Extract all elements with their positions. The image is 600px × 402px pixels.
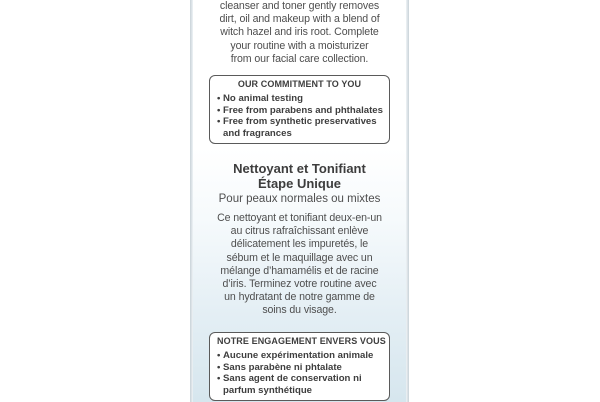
french-title-line2: Étape Unique — [257, 175, 342, 191]
french-description-line: d’iris. Terminez votre routine avec — [222, 278, 377, 291]
english-description-line: your routine with a moisturizer — [230, 39, 369, 52]
list-item — [217, 105, 382, 117]
list-item — [217, 362, 382, 374]
french-description-line: Ce nettoyant et tonifiant deux-en-un — [217, 212, 382, 224]
list-item — [217, 350, 382, 362]
bullet: • — [217, 93, 221, 104]
french-description-line: un hydratant de notre gamme de — [224, 291, 375, 304]
french-description-line: soins du visage. — [262, 304, 337, 317]
list-item-text: Sans agent de conservation ni — [223, 373, 362, 385]
bullet: • — [217, 350, 221, 361]
french-commitment-title: NOTRE ENGAGEMENT ENVERS VOUS — [217, 336, 386, 346]
english-description-line: dirt, oil and makeup with a blend of — [219, 13, 380, 26]
list-item-text: Aucune expérimentation animale — [223, 350, 374, 361]
list-item-text: Free from parabens and phthalates — [223, 104, 383, 116]
english-commitment-list — [217, 93, 382, 139]
french-commitment-box — [209, 332, 390, 401]
french-description — [202, 212, 397, 318]
box-right-edge — [406, 0, 409, 402]
french-description-line: délicatement les impuretés, le — [230, 238, 369, 251]
bullet: • — [217, 116, 221, 128]
list-item-text: No animal testing — [223, 93, 303, 104]
list-item-text: Free from synthetic preservatives — [223, 116, 377, 128]
box-left-edge — [190, 0, 193, 402]
french-subtitle: Pour peaux normales ou mixtes — [218, 193, 381, 205]
english-description — [202, 0, 397, 66]
list-item — [217, 116, 382, 128]
list-item — [217, 93, 382, 105]
bullet: • — [217, 104, 221, 116]
list-item-continuation: parfum synthétique — [223, 384, 313, 396]
french-title-line1: Nettoyant et Tonifiant — [233, 161, 366, 176]
list-item-text: Sans parabène ni phtalate — [223, 361, 342, 373]
list-item-continuation: and fragrances — [223, 127, 292, 139]
list-item — [217, 373, 382, 385]
english-commitment-box — [209, 75, 390, 144]
french-description-line: sébum et le maquillage avec un — [226, 251, 373, 264]
english-commitment-title: OUR COMMITMENT TO YOU — [237, 79, 362, 89]
french-description-line: au citrus rafraîchissant enlève — [230, 225, 369, 238]
english-description-line: witch hazel and iris root. Complete — [220, 26, 379, 39]
french-commitment-list — [217, 350, 382, 396]
english-description-line: from our facial care collection. — [230, 52, 369, 65]
english-description-line: cleanser and toner gently removes — [219, 0, 380, 12]
french-heading — [202, 162, 397, 206]
french-description-line: mélange d’hamamélis et de racine — [220, 264, 379, 277]
product-box-side-panel — [190, 0, 409, 402]
bullet: • — [217, 373, 221, 385]
bullet: • — [217, 361, 221, 373]
